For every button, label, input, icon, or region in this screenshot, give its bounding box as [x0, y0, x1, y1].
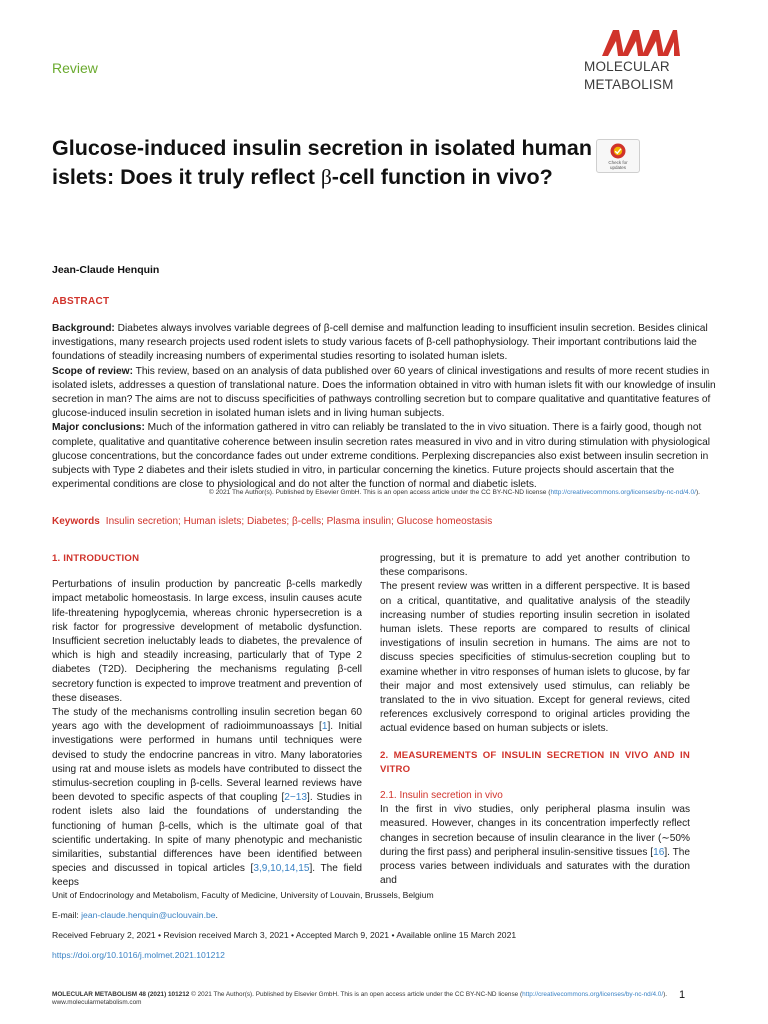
text-run: ]. The field keeps — [52, 863, 362, 889]
mm-logo-icon — [602, 30, 680, 56]
abstract-background — [52, 322, 717, 365]
email-line — [52, 910, 218, 920]
section-label: Review — [52, 60, 98, 76]
citation-link[interactable]: 1 — [321, 721, 328, 733]
footer-license-end: ). — [663, 991, 668, 998]
footer-license — [52, 991, 692, 999]
abstract-body — [52, 322, 717, 492]
section-heading-measurements: 2. MEASUREMENTS OF INSULIN SECRETION IN VIVO AND IN VITRO — [380, 749, 690, 775]
text-run: ]. Studies in rodent islets also laid the foundations of understanding the functioning of human β-cells, which is the ultimate goal of that scientific undertaking. In spite of many phenotypic and mechanistic similarities, substantial differences have been identified between species and discussed in topical articles [ — [52, 792, 362, 875]
license-link[interactable]: http://creativecommons.org/licenses/by-nc-nd/4.0/ — [550, 489, 696, 496]
section-heading-introduction: 1. INTRODUCTION — [52, 553, 140, 564]
keywords-label: Keywords — [52, 516, 100, 527]
citation-link[interactable]: 2−13 — [284, 792, 308, 804]
author-name[interactable]: Jean-Claude Henquin — [52, 264, 160, 276]
license-text: © 2021 The Author(s). Published by Elsevier GmbH. This is an open access article under the CC BY-NC-ND license ( — [208, 489, 551, 496]
journal-website[interactable]: www.molecularmetabolism.com — [52, 999, 142, 1006]
paragraph: Perturbations of insulin production by pancreatic β-cells markedly impact metabolic homeostasis. In large excess, insulin causes acute life-threatening hypoglycemia, whereas chronic hypersecretion is a risk factor for progressive development of metabolic dysfunction. Insufficient secretion ineluctably leads to diabetes, the prevalence of which is high and steadily increasing, particularly that of Type 2 diabetes (T2D). Deciphering the mechanisms regulating β-cell secretory function is expected to improve treatment and prevention of these diseases. — [52, 579, 362, 704]
title-part2: -cell function in vivo? — [331, 165, 553, 189]
scope-label: Scope of review: — [52, 365, 133, 377]
citation-link[interactable]: 3,9,10,14,15 — [253, 863, 310, 875]
email-link[interactable]: jean-claude.henquin@uclouvain.be — [81, 910, 216, 920]
license-end: ). — [695, 489, 700, 496]
background-text: Diabetes always involves variable degrees of β-cell demise and malfunction leading to insufficient insulin secretion. Besides clinical investigations, many research projects used rodent islets to study various facets of β-cell pathophysiology. Their important contributions laid the foundations of steadily increasing numbers of experimental studies resorting to isolated human islets. — [52, 323, 708, 363]
check-updates-line1: Check for — [608, 160, 628, 165]
abstract-scope — [52, 365, 717, 422]
footer-license-link[interactable]: http://creativecommons.org/licenses/by-nc-nd/4.0/ — [522, 991, 664, 998]
conclusions-text: Much of the information gathered in vitro can reliably be translated to the in vivo situation. There is a fairly good, though not complete, qualitative and quantitative coherence between insulin secretion rates measured in vivo and in vitro during stimulation with physiological glucose concentrations, but the concordance fades out under extreme conditions. Perplexing discrepancies also exist between insulin secretion in subjects with Type 2 diabetes and their islets studied in vitro, in particular concerning the kinetics. Future projects should ascertain that the experimental conditions are close to physiological and do not alter the function of normal and diabetic islets. — [52, 422, 711, 491]
journal-reference: MOLECULAR METABOLISM 48 (2021) 101212 — [52, 991, 190, 998]
paragraph: progressing, but it is premature to add yet another contribution to these comparisons. — [380, 553, 690, 579]
title-beta: β — [320, 165, 332, 189]
title-part1: Glucose-induced insulin secretion in isolated human islets: Does it truly reflect — [52, 136, 592, 189]
column-right — [380, 552, 690, 888]
text-run: In the first in vivo studies, only peripheral plasma insulin was measured. However, changes in its concentration imperfectly reflect changes in secretion because of insulin clearance in the liver (∼50% during the first pass) and peripheral insulin-sensitive tissues [ — [380, 804, 690, 858]
page-footer — [52, 991, 692, 1007]
background-label: Background: — [52, 323, 115, 334]
keywords-text: Insulin secretion; Human islets; Diabetes; β-cells; Plasma insulin; Glucose homeostasis — [105, 516, 493, 527]
footer-license-text: © 2021 The Author(s). Published by Elsevier GmbH. This is an open access article under the CC BY-NC-ND license ( — [189, 991, 523, 998]
text-run: The study of the mechanisms controlling insulin secretion began 60 years ago with the development of radioimmunoassays [ — [52, 707, 362, 733]
journal-name-line1: MOLECULAR — [584, 59, 670, 74]
column-left — [52, 552, 362, 891]
abstract-heading: ABSTRACT — [52, 296, 110, 307]
email-end: . — [215, 910, 218, 920]
scope-text: This review, based on an analysis of data published over 60 years of clinical investigations and results of more recent studies in isolated islets, addresses a question of translational nature. Does the information obtained in vitro with human islets fit with our knowledge of insulin secretion in man? The aims are not to discuss specificities of pathways controlling secretion but to compare qualitative and quantitative features of glucose-induced insulin secretion in isolated human islets and in living human subjects. — [52, 365, 716, 420]
paragraph — [380, 803, 690, 888]
article-title — [52, 134, 612, 192]
journal-logo[interactable] — [584, 30, 694, 91]
email-label: E-mail: — [52, 910, 82, 920]
citation-link[interactable]: 16 — [653, 846, 665, 858]
article-dates: Received February 2, 2021 • Revision received March 3, 2021 • Accepted March 9, 2021 • Available online 15 March 2021 — [52, 930, 517, 940]
check-for-updates-button[interactable] — [596, 139, 640, 173]
abstract-conclusions — [52, 421, 717, 492]
paragraph — [52, 706, 362, 891]
keywords — [52, 516, 492, 527]
check-updates-label — [608, 160, 627, 170]
affiliation: Unit of Endocrinology and Metabolism, Faculty of Medicine, University of Louvain, Brussels, Belgium — [52, 890, 434, 900]
abstract-license — [52, 489, 700, 496]
check-updates-line2: updates — [609, 165, 626, 170]
paragraph: The present review was written in a different perspective. It is based on a critical, quantitative, and qualitative analysis of the steadily increasing number of studies reporting insulin secretion in isolated human islets. These reports are compared to results of clinical investigations of insulin secretion in humans. The aims are not to discuss species specificities of stimulus-secretion coupling but to examine whether in vitro responses of human islets to glucose, by far their major and most extensively used stimulus, can reliably be translated to the in vivo situation. Except for general reviews, cited references exclusively correspond to original articles providing the actual evidence based on human subjects or islets. — [380, 581, 690, 735]
doi-link[interactable]: https://doi.org/10.1016/j.molmet.2021.101212 — [52, 950, 225, 960]
text-run: ]. The process varies between individuals and saturates with the duration and — [380, 846, 691, 887]
crossmark-icon — [610, 143, 626, 159]
page-number: 1 — [679, 989, 686, 1001]
text-run: ]. Initial investigations were performed in humans until techniques were devised to study the endocrine pancreas in vitro. Many laboratories using rat and mouse islets as models have contributed to dissect the stimulus-secretion coupling in β-cells. Several learned reviews have been devoted to specific aspects of that coupling [ — [52, 721, 362, 804]
subsection-heading: 2.1. Insulin secretion in vivo — [380, 790, 503, 802]
journal-name-line2: METABOLISM — [584, 76, 674, 92]
conclusions-label: Major conclusions: — [52, 422, 145, 434]
